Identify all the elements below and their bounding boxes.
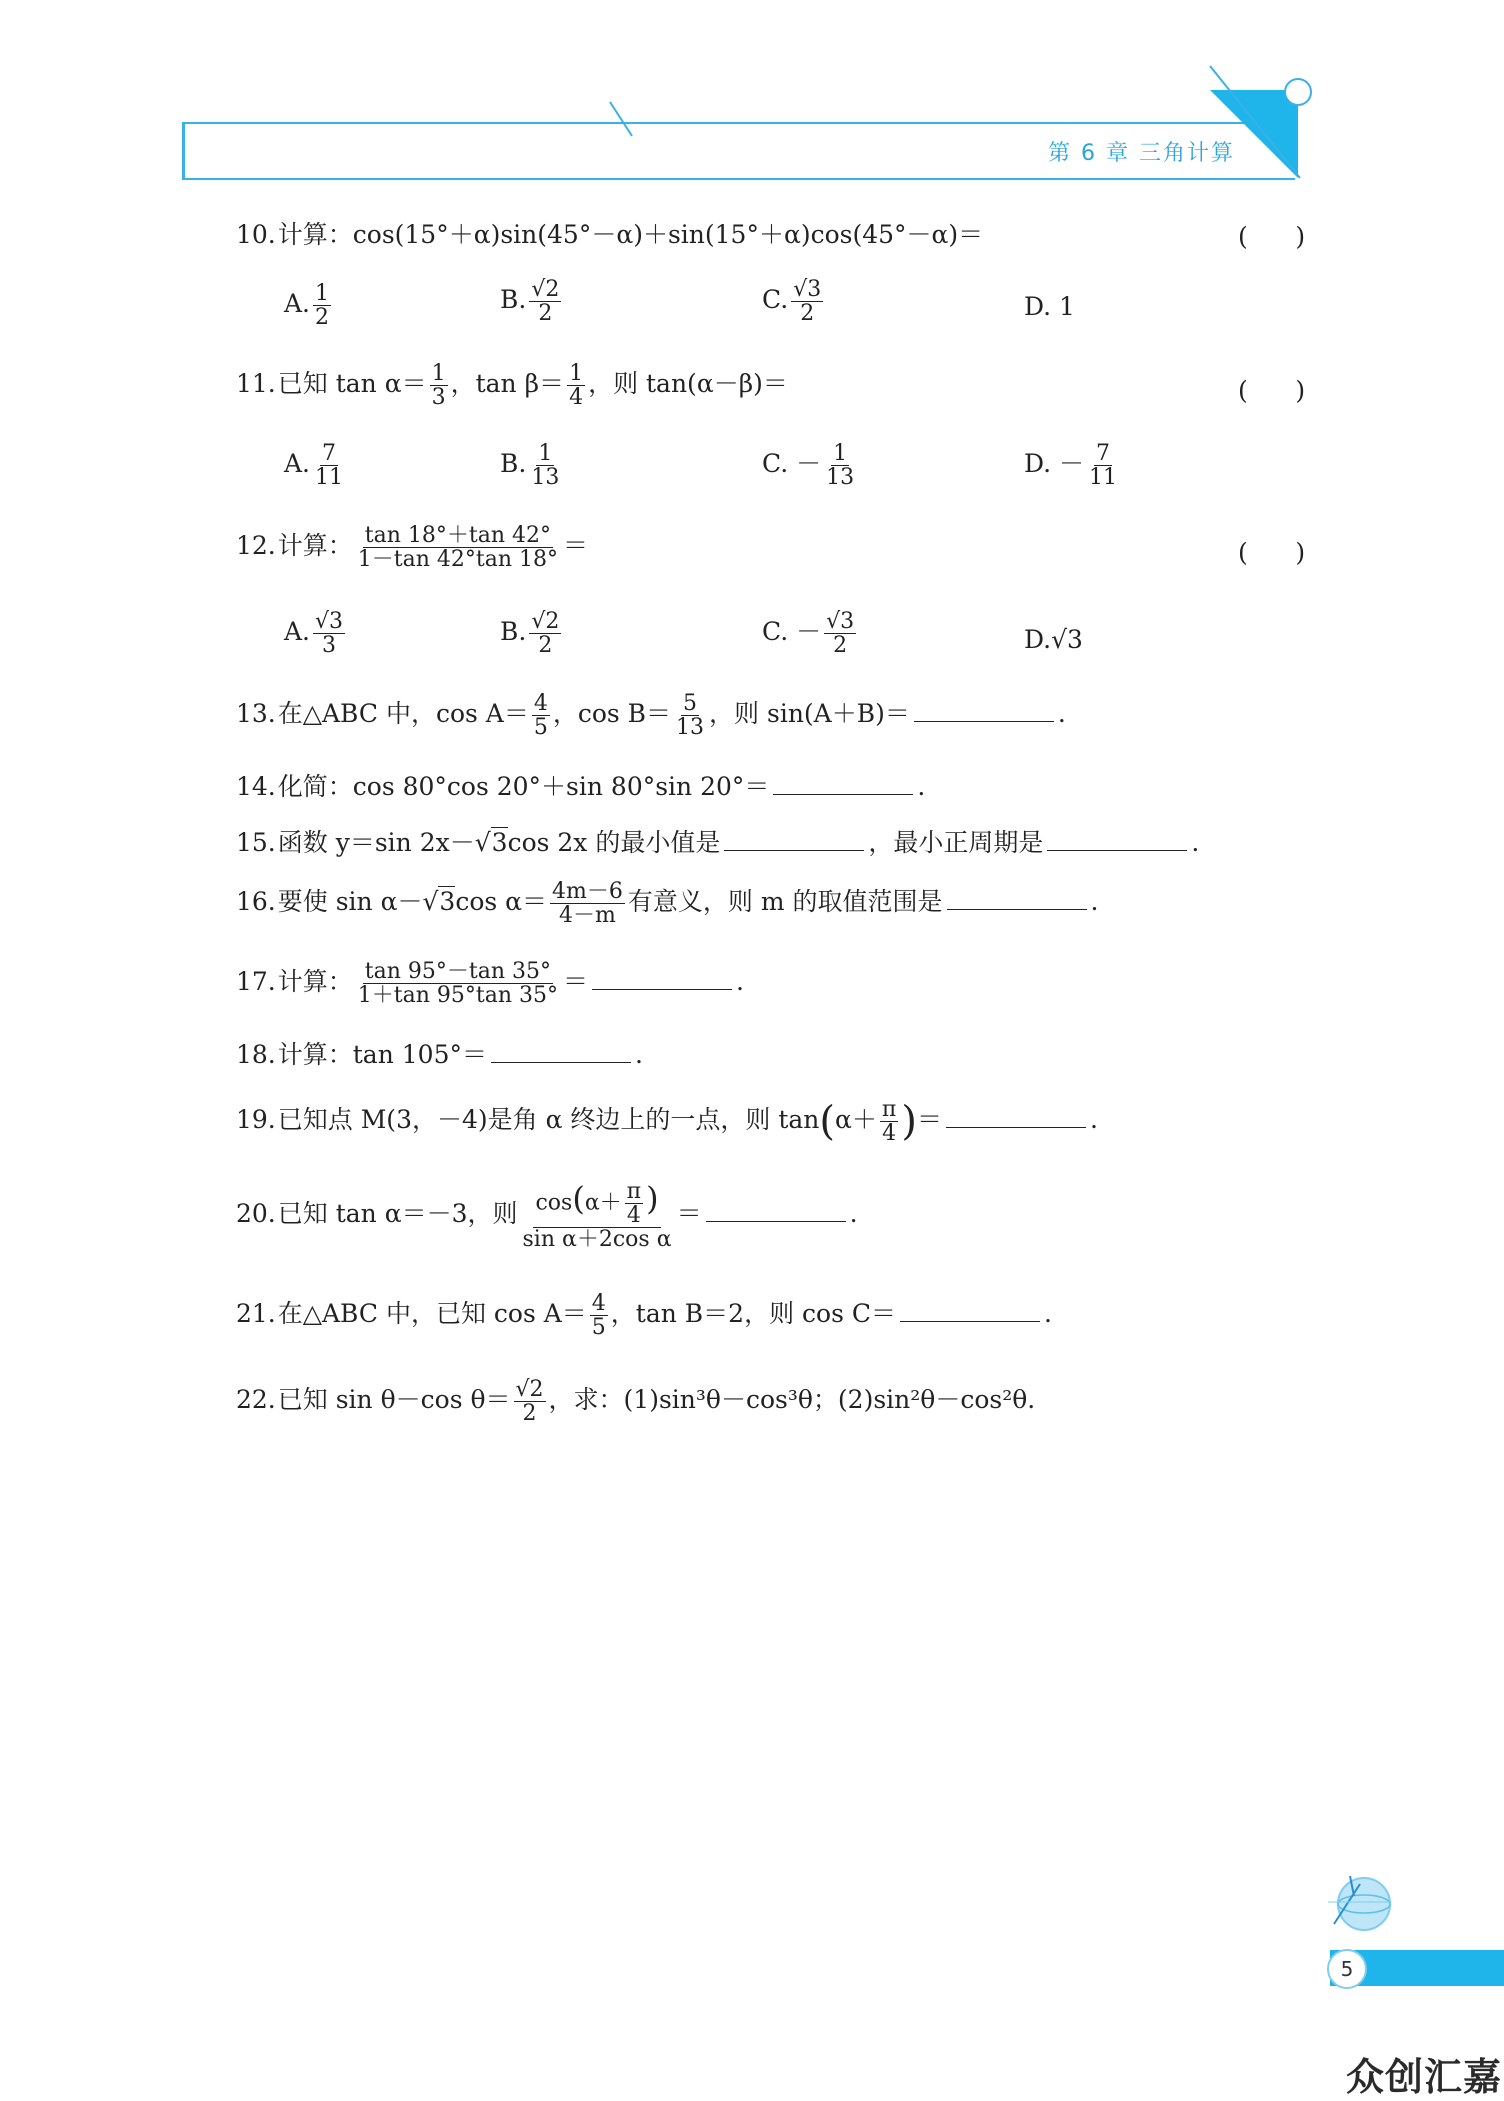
option-10b: B. $\frac{√2}{2}$: [500, 277, 560, 327]
option-10c: C. $\frac{√3}{2}$: [762, 277, 822, 327]
question-13: 13.在△ABC 中，cos A＝ $\frac{4}{5}$ ，cos B＝ $\frac{5}{13}$ ，则 sin(A＋B)＝ .: [236, 691, 1066, 741]
watermark-text: 众创汇嘉: [1346, 2055, 1503, 2099]
question-22: 22.已知 sin θ－cos θ＝ $\frac{√2}{2}$ ，求：(1)sin³θ－cos³θ；(2)sin²θ－cos²θ.: [236, 1377, 1036, 1427]
question-15: 15.函数 y＝sin 2x－√3cos 2x 的最小值是 ，最小正周期是 .: [236, 828, 1200, 857]
question-11: 11.已知 tan α＝ $\frac{1}{3}$ ，tan β＝ $\frac{1}{4}$ ，则 tan(α－β)＝: [236, 361, 788, 411]
answer-blank[interactable]: [724, 849, 864, 851]
option-12a: A. $\frac{√3}{3}$: [284, 609, 344, 659]
chapter-title: 第 6 章 三角计算: [1048, 141, 1235, 166]
option-11b: B. $\frac{1}{13}$: [500, 441, 560, 491]
page-number: 5: [1327, 1949, 1367, 1989]
answer-blank[interactable]: [592, 988, 732, 990]
option-12b: B. $\frac{√2}{2}$: [500, 609, 560, 659]
question-10: 10.计算：cos(15°＋α)sin(45°－α)＋sin(15°＋α)cos(45°－α)＝: [236, 220, 984, 249]
option-12d: D.√3: [1024, 625, 1083, 654]
question-20: 20.已知 tan α＝－3，则 cos(α＋ $\frac{\pi}{4}$ ) sin α＋2cos α ＝ .: [236, 1179, 858, 1253]
option-11a: A. $\frac{7}{11}$: [284, 441, 344, 491]
option-12c: C. － $\frac{√3}{2}$: [762, 609, 855, 659]
question-19: 19.已知点 M(3，－4)是角 α 终边上的一点，则 tan(α＋ $\frac{\pi}{4}$ )＝ .: [236, 1097, 1098, 1147]
question-14: 14.化简：cos 80°cos 20°＋sin 80°sin 20°＝ .: [236, 772, 926, 801]
question-16: 16.要使 sin α－√3cos α＝ $\frac{4m-6}{4-m}$ 有意义，则 m 的取值范围是 .: [236, 879, 1099, 929]
globe-decoration-icon: [1320, 1862, 1400, 1942]
answer-blank[interactable]: [914, 720, 1054, 722]
answer-blank[interactable]: [773, 793, 913, 795]
question-17: 17.计算： $\frac{\tan 95^\circ-\tan 35^\circ}{1+\tan 95^\circ\tan 35^\circ}$ ＝ .: [236, 959, 744, 1009]
option-10a: A. $\frac{1}{2}$: [284, 281, 330, 331]
answer-blank[interactable]: [1047, 849, 1187, 851]
question-18: 18.计算：tan 105°＝ .: [236, 1040, 643, 1069]
question-12: 12.计算： $\frac{\tan 18^\circ+\tan 42^\circ}{1-\tan 42^\circ\tan 18^\circ}$ ＝: [236, 523, 589, 573]
answer-paren-11: ( ): [1238, 376, 1306, 405]
header-ornament: [170, 60, 1330, 200]
option-11c: C. － $\frac{1}{13}$: [762, 441, 855, 491]
option-11d: D. － $\frac{7}{11}$: [1024, 441, 1118, 491]
answer-paren-10: ( ): [1238, 222, 1306, 251]
answer-blank[interactable]: [491, 1061, 631, 1063]
question-21: 21.在△ABC 中，已知 cos A＝ $\frac{4}{5}$ ，tan B＝2，则 cos C＝ .: [236, 1291, 1052, 1341]
option-10d: D. 1: [1024, 292, 1075, 321]
answer-blank[interactable]: [946, 1126, 1086, 1128]
answer-blank[interactable]: [706, 1220, 846, 1222]
answer-blank[interactable]: [947, 908, 1087, 910]
answer-blank[interactable]: [900, 1320, 1040, 1322]
answer-paren-12: ( ): [1238, 538, 1306, 567]
